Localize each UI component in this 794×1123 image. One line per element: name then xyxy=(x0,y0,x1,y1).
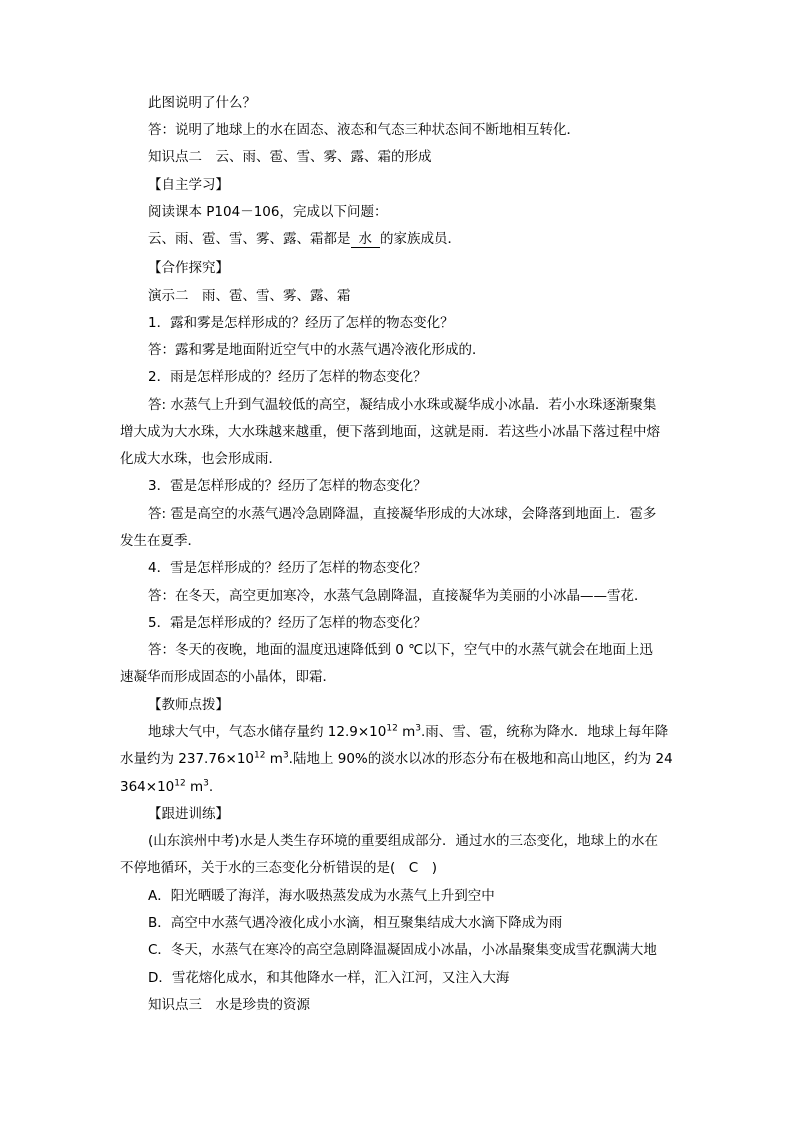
option-b: B．高空中水蒸气遇冷液化成小水滴，相互聚集结成大水滴下降成为雨 xyxy=(148,915,563,931)
question-3: 3．雹是怎样形成的？经历了怎样的物态变化？ xyxy=(148,478,427,494)
self-study-heading: 【自主学习】 xyxy=(148,177,229,193)
intro-question: 此图说明了什么？ xyxy=(148,95,256,111)
teacher-line-3-unit-exponent: 3 xyxy=(203,778,209,789)
demo-title: 演示二 雨、雹、雪、雾、露、霜 xyxy=(148,288,351,304)
answer-5-line-1: 答：冬天的夜晚，地面的温度迅速降低到 0 ℃以下，空气中的水蒸气就会在地面上迅 xyxy=(148,642,653,658)
teacher-line-3 xyxy=(120,778,213,796)
intro-answer: 答：说明了地球上的水在固态、液态和气态三种状态间不断地相互转化． xyxy=(148,122,580,138)
option-a: A．阳光晒暖了海洋，海水吸热蒸发成为水蒸气上升到空中 xyxy=(148,888,495,904)
training-stem-line-1: (山东滨州中考)水是人类生存环境的重要组成部分．通过水的三态变化，地球上的水在 xyxy=(148,833,659,849)
self-study-instruction: 阅读课本 P104－106，完成以下问题： xyxy=(148,204,388,220)
teacher-line-2-unit: m xyxy=(265,751,283,767)
option-c: C．冬天，水蒸气在寒冷的高空急剧降温凝固成小冰晶，小冰晶聚集变成雪花飘满大地 xyxy=(148,942,657,958)
answer-2-line-3: 化成大水珠，也会形成雨． xyxy=(120,451,282,467)
teacher-line-3-text-a: 364×10 xyxy=(120,779,175,795)
fill-prefix: 云、雨、雹、雪、雾、露、霜都是 xyxy=(148,231,351,247)
self-study-fill-sentence xyxy=(148,230,461,248)
answer-3-line-1: 答: 雹是高空的水蒸气遇冷急剧降温，直接凝华形成的大冰球，会降落到地面上．雹多 xyxy=(148,506,657,522)
teacher-line-3-text-c: . xyxy=(208,779,214,795)
answer-2-line-2: 增大成为大水珠，大水珠越来越重，便下落到地面，这就是雨．若这些小冰晶下落过程中熔 xyxy=(120,424,660,440)
teacher-line-2-text-c: .陆地上 90%的淡水以冰的形态分布在极地和高山地区，约为 24 xyxy=(288,751,673,767)
knowledge-point-3-title: 知识点三 水是珍贵的资源 xyxy=(148,997,310,1013)
training-heading: 【跟进训练】 xyxy=(148,806,229,822)
question-4: 4．雪是怎样形成的？经历了怎样的物态变化？ xyxy=(148,560,427,576)
fill-suffix: 的家族成员． xyxy=(380,231,461,247)
teacher-heading: 【教师点拨】 xyxy=(148,697,229,713)
knowledge-point-2-title: 知识点二 云、雨、雹、雪、雾、露、霜的形成 xyxy=(148,149,432,165)
teacher-line-1-text-c: .雨、雪、雹，统称为降水．地球上每年降 xyxy=(420,724,669,740)
teacher-line-1 xyxy=(148,723,668,741)
teacher-line-2-unit-exponent: 3 xyxy=(282,750,289,761)
answer-5-line-2: 速凝华而形成固态的小晶体，即霜． xyxy=(120,669,336,685)
answer-3-line-2: 发生在夏季． xyxy=(120,533,201,549)
teacher-line-2-text-a: 水量约为 237.76×10 xyxy=(120,751,255,767)
answer-2-line-1: 答: 水蒸气上升到气温较低的高空，凝结成小水珠或凝华成小冰晶．若小水珠逐渐聚集 xyxy=(148,397,657,413)
answer-4: 答：在冬天，高空更加寒冷，水蒸气急剧降温，直接凝华为美丽的小冰晶——雪花． xyxy=(148,588,648,604)
teacher-line-1-exponent: 12 xyxy=(386,723,398,734)
coop-heading: 【合作探究】 xyxy=(148,260,229,276)
question-1: 1．露和雾是怎样形成的？经历了怎样的物态变化？ xyxy=(148,315,454,331)
teacher-line-3-exponent: 12 xyxy=(174,778,186,789)
teacher-line-1-unit: m xyxy=(397,724,416,740)
training-stem-line-2: 不停地循环，关于水的三态变化分析错误的是( C ) xyxy=(120,860,437,876)
answer-1: 答：露和雾是地面附近空气中的水蒸气遇冷液化形成的． xyxy=(148,342,486,358)
teacher-line-1-text-a: 地球大气中，气态水储存量约 12.9×10 xyxy=(148,724,387,740)
teacher-line-1-unit-exponent: 3 xyxy=(415,723,421,734)
teacher-line-3-unit: m xyxy=(185,779,204,795)
question-5: 5．霜是怎样形成的？经历了怎样的物态变化？ xyxy=(148,615,427,631)
teacher-line-2-exponent: 12 xyxy=(254,750,266,761)
fill-answer: 水 xyxy=(351,232,381,248)
option-d: D．雪花熔化成水，和其他降水一样，汇入江河，又注入大海 xyxy=(148,970,510,986)
question-2: 2．雨是怎样形成的？经历了怎样的物态变化？ xyxy=(148,369,427,385)
teacher-line-2 xyxy=(120,750,673,768)
